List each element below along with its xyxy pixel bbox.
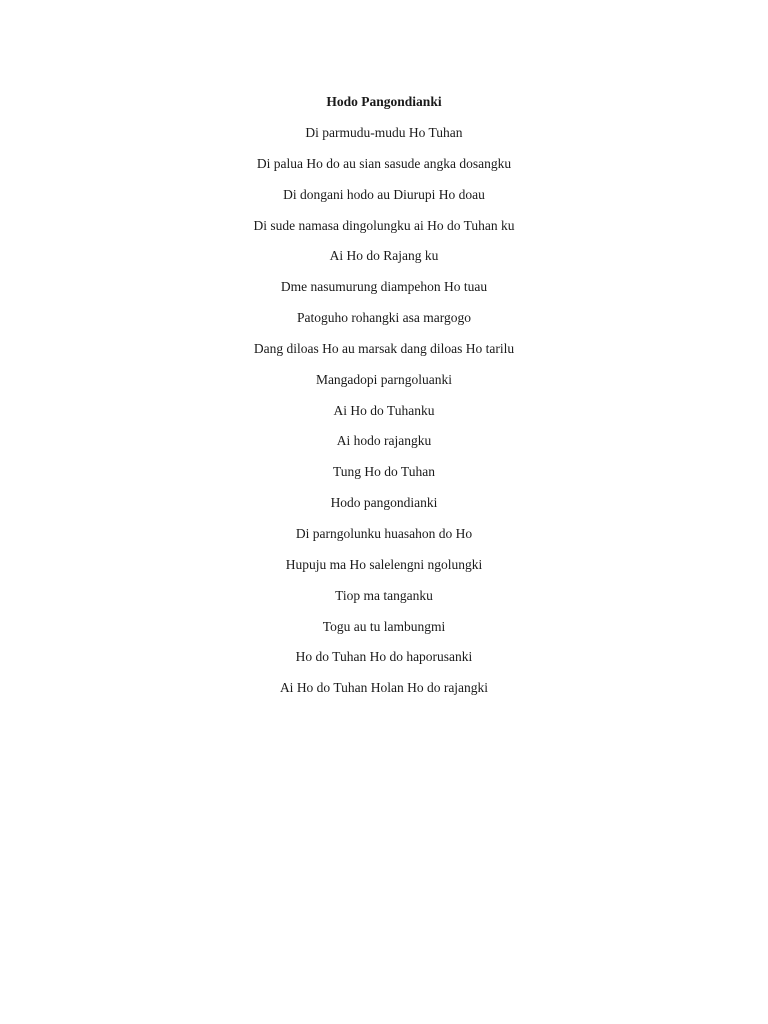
lyric-line: Ai Ho do Tuhanku bbox=[333, 402, 435, 418]
lyrics-block bbox=[0, 93, 768, 710]
lyric-line: Di parngolunku huasahon do Ho bbox=[295, 525, 473, 541]
lyric-line: Ai Ho do Tuhan Holan Ho do rajangki bbox=[279, 680, 489, 696]
lyric-line: Tung Ho do Tuhan bbox=[333, 464, 435, 480]
lyric-line: Di sude namasa dingolungku ai Ho do Tuhan ku bbox=[253, 217, 515, 233]
lyric-line: Ai Ho do Rajang ku bbox=[329, 248, 439, 264]
lyric-line: Dme nasumurung diampehon Ho tuau bbox=[280, 279, 488, 295]
lyric-line: Dang diloas Ho au marsak dang diloas Ho tarilu bbox=[253, 340, 515, 356]
lyric-line: Ai hodo rajangku bbox=[336, 433, 432, 449]
lyric-line: Togu au tu lambungmi bbox=[322, 618, 446, 634]
lyric-line: Tiop ma tanganku bbox=[335, 587, 433, 603]
lyric-line: Di dongani hodo au Diurupi Ho doau bbox=[283, 186, 485, 202]
lyric-line: Di palua Ho do au sian sasude angka dosangku bbox=[256, 155, 512, 171]
lyric-line: Mangadopi parngoluanki bbox=[315, 371, 453, 387]
lyric-line: Di parmudu-mudu Ho Tuhan bbox=[305, 125, 463, 140]
lyric-line: Hodo pangondianki bbox=[330, 495, 438, 511]
song-title: Hodo Pangondianki bbox=[326, 94, 442, 109]
lyric-line: Ho do Tuhan Ho do haporusanki bbox=[295, 649, 473, 665]
lyric-line: Patoguho rohangki asa margogo bbox=[296, 310, 472, 326]
lyric-line: Hupuju ma Ho salelengni ngolungki bbox=[285, 556, 483, 572]
